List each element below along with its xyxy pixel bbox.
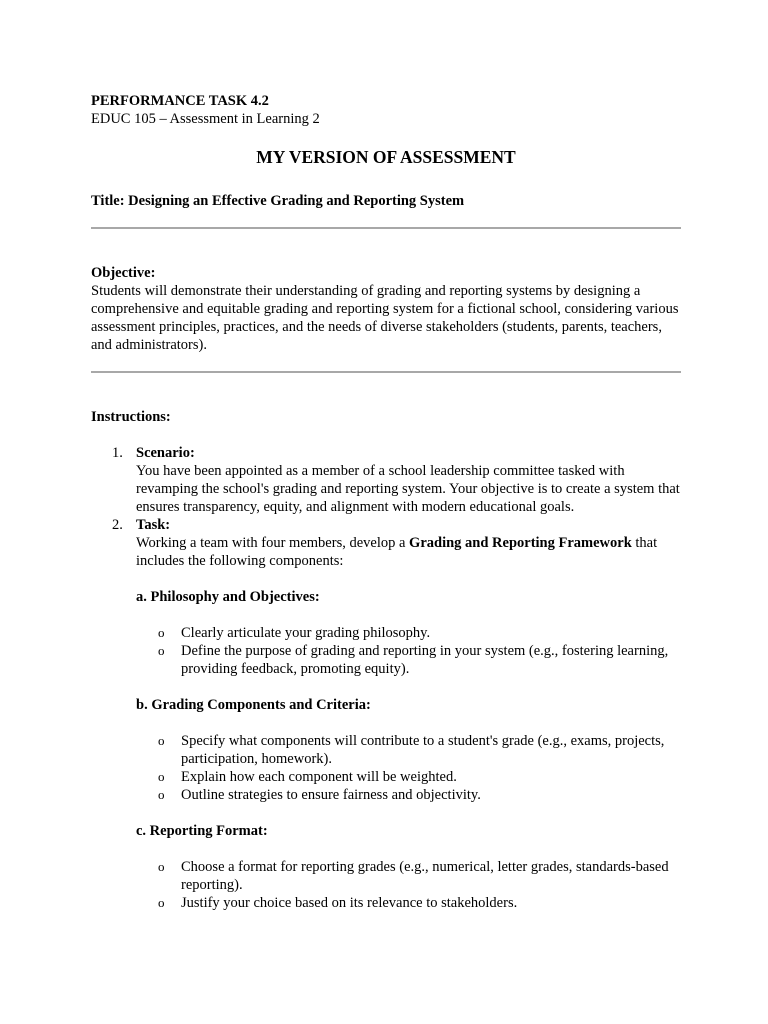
list-item — [91, 516, 681, 912]
list-item — [136, 732, 681, 768]
framework-name: Grading and Reporting Framework — [409, 535, 632, 551]
list-item — [136, 624, 681, 642]
bullet-text: Define the purpose of grading and reporting in your system (e.g., fostering learning, providing feedback, promoting equity). — [181, 643, 669, 677]
bullet-marker: o — [158, 787, 165, 802]
step-text-part: that includes the following components: — [136, 535, 658, 569]
step-label: Task: — [136, 517, 171, 533]
bullet-marker: o — [158, 859, 165, 874]
step-number: 2. — [112, 517, 123, 533]
step-text-part: Working a team with four members, develop a — [136, 535, 410, 551]
step-number: 1. — [112, 445, 123, 461]
bullet-text: Choose a format for reporting grades (e.g., numerical, letter grades, standards-based reporting). — [181, 859, 669, 893]
bullet-marker: o — [158, 643, 165, 658]
bullet-list — [136, 732, 681, 804]
objective-heading: Objective: — [91, 265, 156, 281]
bullet-text: Justify your choice based on its relevance to stakeholders. — [181, 895, 518, 911]
step-text: You have been appointed as a member of a school leadership committee tasked with revamping the school's grading and reporting system. Your objective is to create a system that ensures transparency, equity, and alignment with modern educational goals. — [136, 463, 680, 515]
instructions-heading: Instructions: — [91, 409, 171, 425]
list-item — [136, 642, 681, 678]
bullet-list — [136, 624, 681, 678]
component-heading: a. Philosophy and Objectives: — [136, 589, 320, 605]
divider — [91, 371, 681, 373]
bullet-text: Explain how each component will be weighted. — [181, 769, 457, 785]
objective-text: Students will demonstrate their understanding of grading and reporting systems by designing a comprehensive and equitable grading and reporting system for a fictional school, considering various assessment principles, practices, and the needs of diverse stakeholders (students, parents, teachers, and administrators). — [91, 283, 679, 353]
document-title: Title: Designing an Effective Grading and Reporting System — [91, 193, 465, 209]
component-heading: c. Reporting Format: — [136, 823, 268, 839]
step-label: Scenario: — [136, 445, 195, 461]
page-title: MY VERSION OF ASSESSMENT — [256, 147, 516, 167]
list-item — [136, 858, 681, 894]
component-heading: b. Grading Components and Criteria: — [136, 697, 371, 713]
bullet-text: Outline strategies to ensure fairness and objectivity. — [181, 787, 481, 803]
list-item — [91, 444, 681, 516]
bullet-marker: o — [158, 733, 165, 748]
bullet-marker: o — [158, 769, 165, 784]
document-body — [91, 92, 681, 912]
bullet-text: Clearly articulate your grading philosophy. — [181, 625, 431, 641]
bullet-list — [136, 858, 681, 912]
bullet-marker: o — [158, 895, 165, 910]
list-item — [136, 786, 681, 804]
bullet-marker: o — [158, 625, 165, 640]
list-item — [136, 768, 681, 786]
bullet-text: Specify what components will contribute to a student's grade (e.g., exams, projects, participation, homework). — [181, 733, 665, 767]
divider — [91, 227, 681, 229]
instructions-list — [91, 444, 681, 912]
step-text — [136, 534, 681, 570]
task-label: PERFORMANCE TASK 4.2 — [91, 93, 269, 109]
list-item — [136, 894, 681, 912]
course-name: EDUC 105 – Assessment in Learning 2 — [91, 111, 320, 127]
